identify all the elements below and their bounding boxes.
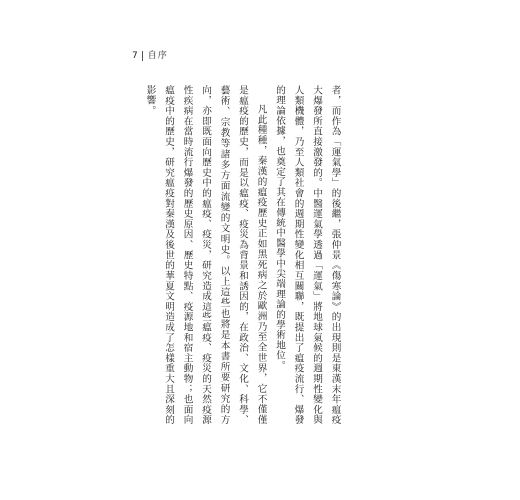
page-number: 7: [132, 51, 138, 61]
vertical-text-body: [132, 85, 362, 425]
paragraph-1: 者，而作為「運氣學」的後繼，張仲景《傷寒論》的出現則是東漢末年瘟疫大爆發所直接激發的。中醫運氣學透過「運氣」將地球氣候的週期性變化與人類機體，乃至人類社會的週期性變化相互關聯，既提出了瘟疫流行、爆發的理論依據，也奠定了其在傳統中醫學中尖端理論的學術地位。: [274, 85, 341, 425]
running-header: [132, 50, 168, 62]
header-divider: [142, 51, 143, 61]
vertical-text-column-block: [132, 85, 344, 425]
paragraph-2: 凡此種種，秦漢的瘟疫歷史正如黑死病之於歐洲乃至全世界，它不僅僅是瘟疫的歷史，而是以瘟疫、疫災為背景和誘因的，在政治、文化、科學、藝術、宗教等諸多方面流變的文明史。以上這些也將是本書所要研究的方向，亦即既面向歷史中的瘟疫、疫災，研究造成這些瘟疫、疫災的天然疫源性疾病在當時流行爆發的歷史原因、歷史特點、疫源地和宿主動物；也面向瘟疫中的歷史，研究瘟疫對秦漢及後世的華夏文明造成了怎樣重大且深刻的影響。: [144, 85, 267, 425]
section-title: 自序: [147, 51, 168, 61]
